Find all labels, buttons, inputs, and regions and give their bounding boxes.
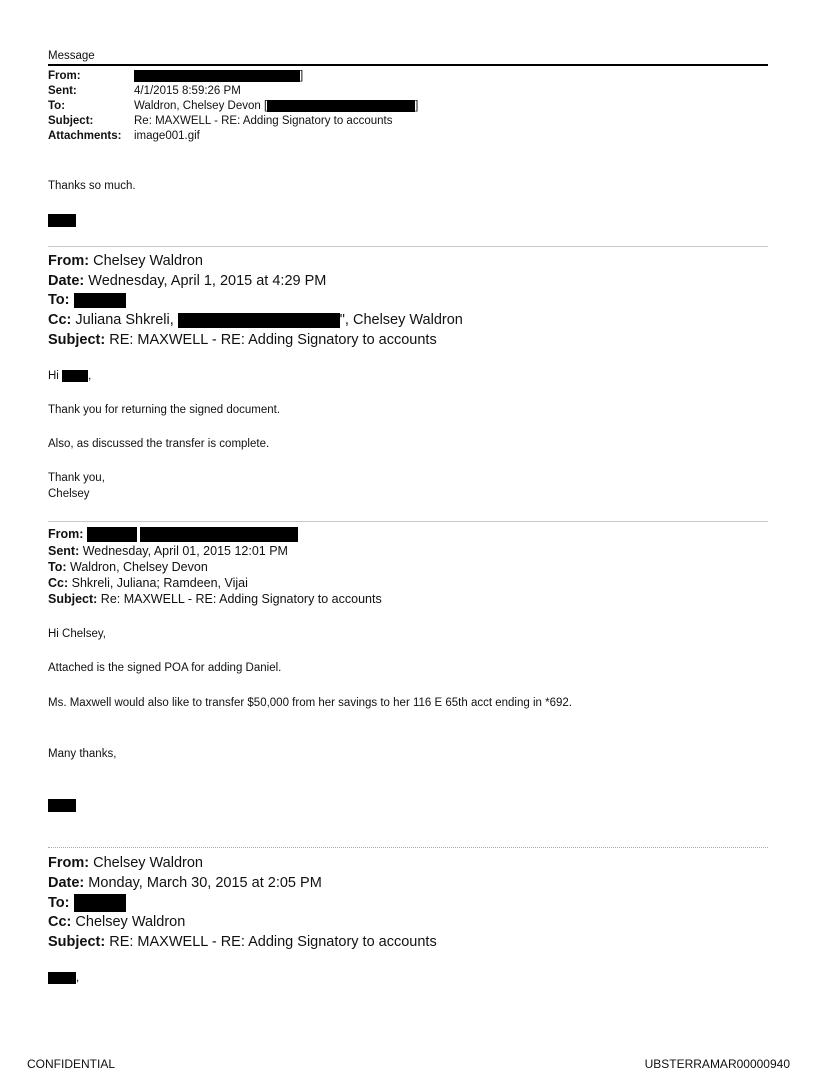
email2-greeting xyxy=(48,369,91,383)
header-subject-label: Subject: xyxy=(48,115,94,127)
email3-cc-value: Shkreli, Juliana; Ramdeen, Vijai xyxy=(71,576,248,590)
email4-subject-value: RE: MAXWELL - RE: Adding Signatory to accounts xyxy=(109,934,437,950)
email4-greeting xyxy=(48,971,79,985)
email2-greeting-suffix: , xyxy=(88,370,92,382)
redaction-box xyxy=(74,293,126,308)
reply1-body: Thanks so much. xyxy=(48,180,136,192)
email4-date xyxy=(48,873,322,893)
header-to-suffix: ] xyxy=(415,100,419,112)
email2-line1: Thank you for returning the signed document. xyxy=(48,404,281,416)
email3-to xyxy=(48,559,208,575)
email4-from-value: Chelsey Waldron xyxy=(93,855,203,871)
header-from-label: From: xyxy=(48,70,81,82)
header-from-value xyxy=(134,69,303,83)
email3-subject-value: Re: MAXWELL - RE: Adding Signatory to accounts xyxy=(100,592,382,606)
email3-from-label: From: xyxy=(48,527,84,541)
email2-from-value: Chelsey Waldron xyxy=(93,253,203,269)
email3-line2: Ms. Maxwell would also like to transfer $50,000 from her savings to her 116 E 65th acct ending in *692. xyxy=(48,697,572,709)
email2-divider xyxy=(48,246,768,247)
header-from-suffix: ] xyxy=(300,70,304,82)
email3-cc xyxy=(48,575,248,591)
email3-sent-value: Wednesday, April 01, 2015 12:01 PM xyxy=(82,544,288,558)
email4-to xyxy=(48,893,126,913)
email4-subject xyxy=(48,932,437,952)
email4-cc-label: Cc: xyxy=(48,914,72,930)
redaction-box xyxy=(74,894,126,912)
email2-signature: Chelsey xyxy=(48,488,90,500)
email4-cc-value: Chelsey Waldron xyxy=(75,914,186,930)
email2-cc-value-a: Juliana Shkreli, xyxy=(75,312,174,328)
email4-date-label: Date: xyxy=(48,875,85,891)
email2-signoff: Thank you, xyxy=(48,472,105,484)
email4-to-label: To: xyxy=(48,895,70,911)
header-to-text: Waldron, Chelsey Devon [ xyxy=(134,100,268,112)
redaction-box xyxy=(178,313,340,328)
email2-date xyxy=(48,271,326,291)
email2-to-label: To: xyxy=(48,292,70,308)
email2-subject-label: Subject: xyxy=(48,332,106,348)
redaction-box xyxy=(267,100,415,112)
email2-from xyxy=(48,251,203,271)
email4-date-value: Monday, March 30, 2015 at 2:05 PM xyxy=(88,875,322,891)
redaction-box xyxy=(134,70,300,82)
email3-from xyxy=(48,526,298,542)
header-to-value xyxy=(134,99,418,113)
header-divider xyxy=(48,64,768,66)
email3-to-label: To: xyxy=(48,560,67,574)
email2-line2: Also, as discussed the transfer is complete. xyxy=(48,438,270,450)
email2-subject xyxy=(48,330,437,350)
email4-from xyxy=(48,853,203,873)
email4-from-label: From: xyxy=(48,855,90,871)
email2-to xyxy=(48,290,126,310)
email2-subject-value: RE: MAXWELL - RE: Adding Signatory to accounts xyxy=(109,332,437,348)
email3-to-value: Waldron, Chelsey Devon xyxy=(70,560,208,574)
email3-sent xyxy=(48,543,288,559)
email3-signoff: Many thanks, xyxy=(48,748,117,760)
email2-date-value: Wednesday, April 1, 2015 at 4:29 PM xyxy=(88,273,327,289)
email4-subject-label: Subject: xyxy=(48,934,106,950)
email2-cc-value-b: ", Chelsey Waldron xyxy=(339,312,463,328)
message-title: Message xyxy=(48,50,95,62)
email2-from-label: From: xyxy=(48,253,90,269)
footer-bates-number: UBSTERRAMAR00000940 xyxy=(644,1057,790,1071)
email4-cc xyxy=(48,912,185,932)
email3-sent-label: Sent: xyxy=(48,544,80,558)
email3-subject-label: Subject: xyxy=(48,592,98,606)
email4-divider xyxy=(48,847,768,848)
header-attachments-label: Attachments: xyxy=(48,130,122,142)
header-sent-value: 4/1/2015 8:59:26 PM xyxy=(134,85,241,97)
email3-cc-label: Cc: xyxy=(48,576,69,590)
email2-date-label: Date: xyxy=(48,273,85,289)
email2-cc-label: Cc: xyxy=(48,312,72,328)
redaction-box xyxy=(140,527,298,542)
redaction-box xyxy=(87,527,137,542)
redaction-box xyxy=(48,214,76,227)
header-subject-value: Re: MAXWELL - RE: Adding Signatory to accounts xyxy=(134,115,393,127)
email3-divider xyxy=(48,521,768,522)
footer-confidential: CONFIDENTIAL xyxy=(27,1057,116,1071)
email3-line1: Attached is the signed POA for adding Daniel. xyxy=(48,662,282,674)
email3-subject xyxy=(48,591,382,607)
header-attachments-value[interactable]: image001.gif xyxy=(134,130,200,142)
header-to-label: To: xyxy=(48,100,66,112)
email2-greeting-text: Hi xyxy=(48,370,59,382)
redaction-box xyxy=(48,972,76,984)
header-sent-label: Sent: xyxy=(48,85,77,97)
email3-greeting: Hi Chelsey, xyxy=(48,628,106,640)
email4-greeting-suffix: , xyxy=(76,972,80,984)
redaction-box xyxy=(62,370,88,382)
email2-cc xyxy=(48,310,463,330)
redaction-box xyxy=(48,799,76,812)
